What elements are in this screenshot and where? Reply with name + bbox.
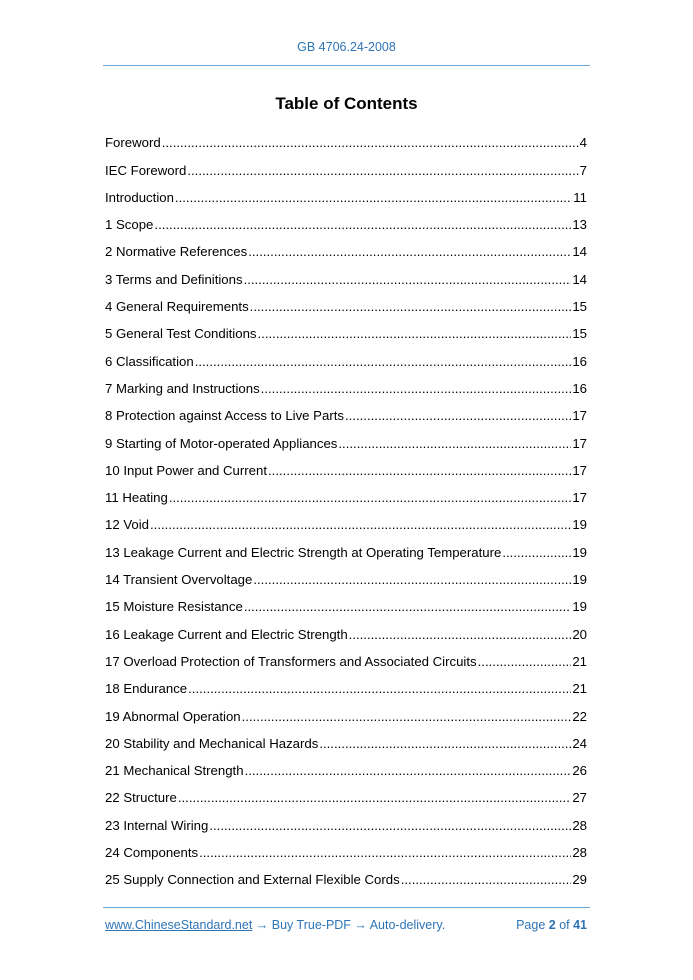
toc-entry[interactable]	[105, 861, 587, 888]
toc-entry-page: 27	[572, 790, 587, 806]
toc-leader-dots	[502, 545, 571, 561]
toc-entry-label: 25 Supply Connection and External Flexible Cords	[105, 872, 400, 888]
toc-entry-page: 24	[572, 735, 587, 751]
toc-entry[interactable]	[105, 752, 587, 779]
toc-leader-dots	[268, 463, 571, 479]
toc-leader-dots	[187, 163, 578, 179]
toc-leader-dots	[261, 381, 572, 397]
toc-leader-dots	[245, 763, 572, 779]
page-indicator	[516, 918, 587, 932]
toc-entry-label: Foreword	[105, 135, 161, 151]
toc-leader-dots	[154, 217, 571, 233]
current-page: 2	[548, 918, 556, 932]
toc-entry[interactable]	[105, 479, 587, 506]
toc-entry[interactable]	[105, 643, 587, 670]
toc-entry[interactable]	[105, 725, 587, 752]
toc-entry-page: 16	[572, 353, 587, 369]
toc-entry[interactable]	[105, 370, 587, 397]
toc-leader-dots	[250, 299, 572, 315]
toc-entry-label: 8 Protection against Access to Live Parts	[105, 408, 344, 424]
toc-leader-dots	[338, 436, 571, 452]
toc-entry-label: 7 Marking and Instructions	[105, 380, 260, 396]
toc-entry[interactable]	[105, 342, 587, 369]
toc-entry-label: Introduction	[105, 189, 174, 205]
toc-entry[interactable]	[105, 151, 587, 178]
toc-entry[interactable]	[105, 615, 587, 642]
toc-entry-page: 7	[579, 162, 587, 178]
toc-entry-label: 15 Moisture Resistance	[105, 599, 243, 615]
toc-leader-dots	[244, 599, 572, 615]
toc-entry-label: 4 General Requirements	[105, 299, 249, 315]
toc-entry-page: 19	[572, 572, 587, 588]
total-pages: 41	[573, 918, 587, 932]
header-divider	[103, 65, 590, 66]
toc-leader-dots	[401, 872, 572, 888]
toc-entry-label: 11 Heating	[105, 490, 168, 506]
toc-leader-dots	[175, 190, 572, 206]
toc-entry-label: 16 Leakage Current and Electric Strength	[105, 626, 348, 642]
toc-entry-label: 13 Leakage Current and Electric Strength at Operating Temperature	[105, 544, 502, 560]
page-footer	[105, 918, 587, 932]
toc-entry-label: 9 Starting of Motor-operated Appliances	[105, 435, 338, 451]
toc-entry-label: 22 Structure	[105, 790, 177, 806]
toc-entry-label: 1 Scope	[105, 217, 154, 233]
table-of-contents	[105, 124, 587, 888]
toc-entry-label: 14 Transient Overvoltage	[105, 572, 253, 588]
running-header: GB 4706.24-2008	[297, 40, 396, 54]
toc-entry-page: 17	[572, 462, 587, 478]
toc-leader-dots	[209, 818, 571, 834]
toc-entry[interactable]	[105, 288, 587, 315]
toc-leader-dots	[258, 326, 572, 342]
page-prefix: Page	[516, 918, 549, 932]
toc-entry-label: 5 General Test Conditions	[105, 326, 257, 342]
toc-entry[interactable]	[105, 834, 587, 861]
toc-entry-label: 20 Stability and Mechanical Hazards	[105, 735, 319, 751]
toc-entry-page: 16	[572, 380, 587, 396]
promo-text: → Buy True-PDF → Auto-delivery.	[252, 918, 446, 932]
toc-entry-label: 6 Classification	[105, 353, 194, 369]
toc-entry-label: 21 Mechanical Strength	[105, 763, 244, 779]
toc-entry-label: 24 Components	[105, 845, 199, 861]
toc-leader-dots	[248, 244, 571, 260]
toc-entry-page: 26	[572, 763, 587, 779]
toc-entry-page: 4	[579, 135, 587, 151]
toc-entry-page: 15	[572, 299, 587, 315]
toc-entry-page: 19	[572, 544, 587, 560]
toc-entry[interactable]	[105, 452, 587, 479]
toc-entry-page: 14	[572, 244, 587, 260]
toc-entry-label: 3 Terms and Definitions	[105, 271, 243, 287]
website-link[interactable]: www.ChineseStandard.net	[105, 918, 253, 932]
toc-entry[interactable]	[105, 124, 587, 151]
toc-entry-page: 17	[572, 490, 587, 506]
toc-leader-dots	[199, 845, 571, 861]
toc-leader-dots	[150, 517, 571, 533]
toc-entry-page: 22	[572, 708, 587, 724]
toc-leader-dots	[169, 490, 572, 506]
page-title: Table of Contents	[275, 94, 418, 113]
toc-leader-dots	[319, 736, 571, 752]
toc-entry[interactable]	[105, 260, 587, 287]
toc-leader-dots	[253, 572, 571, 588]
toc-entry-page: 17	[572, 435, 587, 451]
toc-entry[interactable]	[105, 206, 587, 233]
toc-entry-page: 21	[572, 681, 587, 697]
toc-entry-label: 17 Overload Protection of Transformers and Associated Circuits	[105, 653, 477, 669]
toc-leader-dots	[244, 272, 572, 288]
toc-entry[interactable]	[105, 561, 587, 588]
toc-leader-dots	[178, 790, 571, 806]
toc-entry[interactable]	[105, 424, 587, 451]
toc-entry-label: 12 Void	[105, 517, 149, 533]
page-of: of	[555, 918, 574, 932]
toc-leader-dots	[188, 681, 571, 697]
toc-entry-page: 21	[572, 653, 587, 669]
toc-leader-dots	[349, 627, 572, 643]
toc-leader-dots	[162, 135, 579, 151]
toc-entry[interactable]	[105, 397, 587, 424]
toc-entry-label: 19 Abnormal Operation	[105, 708, 241, 724]
toc-entry[interactable]	[105, 779, 587, 806]
toc-leader-dots	[345, 408, 571, 424]
toc-entry-page: 11	[573, 189, 587, 205]
toc-entry-page: 19	[572, 599, 587, 615]
toc-entry-page: 29	[572, 872, 587, 888]
toc-entry[interactable]	[105, 670, 587, 697]
toc-entry-page: 17	[572, 408, 587, 424]
toc-entry-label: 2 Normative References	[105, 244, 248, 260]
toc-entry[interactable]	[105, 806, 587, 833]
toc-entry-label: 18 Endurance	[105, 681, 188, 697]
toc-entry[interactable]	[105, 506, 587, 533]
toc-entry-label: 23 Internal Wiring	[105, 817, 209, 833]
toc-leader-dots	[195, 354, 572, 370]
toc-entry-page: 20	[572, 626, 587, 642]
toc-entry[interactable]	[105, 179, 587, 206]
footer-divider	[103, 907, 590, 908]
toc-entry-page: 28	[572, 817, 587, 833]
toc-entry[interactable]	[105, 697, 587, 724]
toc-leader-dots	[242, 709, 572, 725]
toc-entry-page: 19	[572, 517, 587, 533]
toc-entry[interactable]	[105, 588, 587, 615]
toc-entry-page: 15	[572, 326, 587, 342]
toc-entry[interactable]	[105, 315, 587, 342]
toc-entry-label: IEC Foreword	[105, 162, 187, 178]
toc-entry[interactable]	[105, 233, 587, 260]
toc-leader-dots	[478, 654, 572, 670]
toc-entry[interactable]	[105, 533, 587, 560]
toc-entry-page: 28	[572, 845, 587, 861]
toc-entry-page: 13	[572, 217, 587, 233]
toc-entry-label: 10 Input Power and Current	[105, 462, 268, 478]
footer-promo	[105, 918, 445, 932]
toc-entry-page: 14	[572, 271, 587, 287]
